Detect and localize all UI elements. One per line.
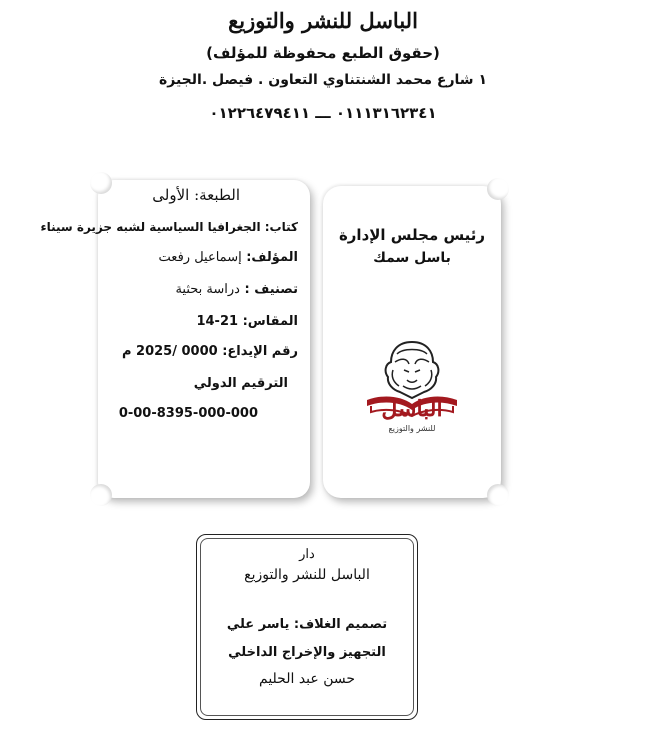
book-label: كتاب: <box>264 220 298 234</box>
publisher-address: ١ شارع محمد الشنتناوي التعاون . فيصل .الجيزة <box>158 72 487 88</box>
isbn-label: الترقيم الدولي <box>193 376 288 391</box>
publisher-logo <box>357 336 467 436</box>
isbn-value: 0-00-8395-000-000 <box>118 406 258 421</box>
layout-credit-label: التجهيز والإخراج الداخلي <box>228 645 386 660</box>
layout-credit-name: حسن عبد الحليم <box>259 671 355 687</box>
credits-frame <box>196 534 418 720</box>
house-name: الباسل للنشر والتوزيع <box>244 567 370 583</box>
chairman-name: باسل سمك <box>373 250 451 266</box>
logo-text: الباسل <box>381 396 443 422</box>
author-name: إسماعيل رفعت <box>158 250 242 265</box>
classification-value: دراسة بحثية <box>175 282 240 297</box>
deposit-value: 0000 /2025 م <box>121 344 218 359</box>
deposit-label: رقم الإيداع: <box>222 344 298 359</box>
book-title: الجغرافيا السياسية لشبه جزيرة سيناء <box>40 220 261 234</box>
chairman-title: رئيس مجلس الإدارة <box>338 226 486 244</box>
size-line <box>196 314 298 329</box>
chairman-card <box>323 186 501 498</box>
edition: الطبعة: الأولى <box>152 186 240 204</box>
deposit-line <box>122 344 298 359</box>
credits-inner-frame <box>200 538 414 716</box>
author-line <box>159 250 298 265</box>
publisher-phones: ٠١١١٣١٦٢٣٤١ ـــ ٠١٢٢٦٤٧٩٤١١ <box>209 104 437 122</box>
house-word: دار <box>299 547 315 562</box>
cover-design-credit: تصميم الغلاف: ياسر علي <box>226 617 388 632</box>
classification-line <box>175 282 298 297</box>
publisher-title: الباسل للنشر والتوزيع <box>228 8 418 33</box>
size-value: 21-14 <box>196 314 239 329</box>
book-info-card <box>40 180 310 498</box>
book-title-line <box>40 220 298 234</box>
author-label: المؤلف: <box>246 250 298 265</box>
copyright-notice: (حقوق الطبع محفوظة للمؤلف) <box>206 44 440 62</box>
logo-subtext: للنشر والتوزيع <box>388 424 436 433</box>
size-label: المقاس: <box>242 314 298 329</box>
classification-label: تصنيف : <box>244 282 298 297</box>
